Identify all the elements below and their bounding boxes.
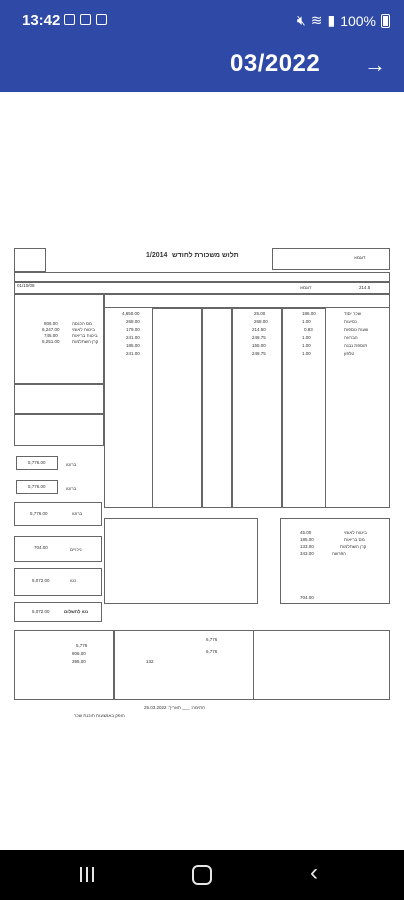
earning-label: טלפון xyxy=(344,351,355,356)
earning-rate: 214.50 xyxy=(252,327,266,332)
earning-amount: 4,650.00 xyxy=(122,311,140,316)
earning-rate: 25.00 xyxy=(254,311,266,316)
earning-amount: 185.00 xyxy=(126,343,140,348)
notification-icons xyxy=(64,14,107,25)
summary-label: ניכויים xyxy=(70,547,82,552)
earning-label: תוספת נבנה xyxy=(344,343,368,348)
back-icon[interactable]: ‹ xyxy=(310,859,318,886)
summary-box xyxy=(14,568,102,596)
earning-qty: 1.00 xyxy=(302,319,311,324)
net-pay-value: 5,072.00 xyxy=(32,609,50,614)
footer-line: חתימה: ___ תאריך: 25.03.2022 xyxy=(144,705,206,710)
cum-value: 806.00 xyxy=(72,651,86,656)
status-bar xyxy=(0,0,404,40)
app-bar xyxy=(0,40,404,92)
earning-label: הבראה xyxy=(344,335,358,340)
battery-icon xyxy=(381,14,390,28)
summary-value: 5,776.00 xyxy=(28,460,46,465)
info-row-2 xyxy=(14,282,390,294)
summary-box xyxy=(14,536,102,562)
left-value: 6,247.00 xyxy=(42,327,60,332)
cum-col xyxy=(14,630,114,700)
deductions-total: 704.00 xyxy=(300,595,314,600)
earning-amount: 241.00 xyxy=(126,351,140,356)
home-icon[interactable] xyxy=(192,865,212,885)
earning-qty: 186.00 xyxy=(302,311,316,316)
left-value: 806.00 xyxy=(44,321,58,326)
dept: דוגמא xyxy=(300,285,312,290)
cum-value: 6,776 xyxy=(206,637,218,642)
col xyxy=(152,308,202,508)
left-value: 5,251.00 xyxy=(42,339,60,344)
navigation-bar xyxy=(0,850,404,900)
deduction-value: 133.00 xyxy=(300,544,314,549)
earning-qty: 1.00 xyxy=(302,343,311,348)
deduction-label: קרן השתלמות xyxy=(340,544,367,549)
summary-label: ברוטו xyxy=(72,511,83,516)
lower-left-table xyxy=(104,518,258,604)
hours: 214.5 xyxy=(359,285,371,290)
deduction-label: הפרשה xyxy=(332,551,347,556)
system-icons xyxy=(297,12,390,29)
recent-apps-icon[interactable] xyxy=(80,867,94,882)
clock: 13:42 xyxy=(22,12,61,29)
earning-label: שכר יסוד xyxy=(344,311,361,316)
left-box xyxy=(14,414,104,446)
earning-amount: 179.00 xyxy=(126,327,140,332)
summary-value: 5,776.00 xyxy=(28,484,46,489)
left-label: מס הכנסה xyxy=(72,321,93,326)
deductions-table xyxy=(280,518,390,604)
period-title: 03/2022 xyxy=(230,50,321,77)
summary-value: 704.00 xyxy=(34,545,48,550)
mute-icon: 🔇︎ xyxy=(296,12,306,28)
net-pay-label: נטו לתשלום xyxy=(64,609,89,614)
net-pay-box xyxy=(14,602,102,622)
cum-col xyxy=(114,630,254,700)
header-box-left xyxy=(14,248,46,272)
earning-qty: 0.83 xyxy=(304,327,313,332)
battery-percent: 100% xyxy=(340,12,376,29)
payslip-heading: תלוש משכורת לחודש xyxy=(172,252,239,259)
earning-rate: 155.00 xyxy=(252,343,266,348)
deduction-label: ביטוח לאומי xyxy=(344,530,367,535)
earning-qty: 1.00 xyxy=(302,335,311,340)
deduction-value: 45.00 xyxy=(300,530,312,535)
summary-label: ברוטו xyxy=(66,462,77,467)
signal-icon: ▮ xyxy=(327,12,336,28)
deduction-value: 343.00 xyxy=(300,551,314,556)
summary-label: נטו xyxy=(70,578,76,583)
youtube-notification-icon xyxy=(80,14,91,25)
cum-value: 395.00 xyxy=(72,659,86,664)
summary-label: ברוטו xyxy=(66,486,77,491)
left-label: ביטוח לאומי xyxy=(72,327,95,332)
cum-value: 6,776 xyxy=(206,649,218,654)
earning-rate: 248.75 xyxy=(252,335,266,340)
earning-amount: 268.00 xyxy=(126,319,140,324)
earning-rate: 248.75 xyxy=(252,351,266,356)
gallery-notification-icon xyxy=(64,14,75,25)
date-worked: 01/10/08 xyxy=(17,283,35,288)
payslip-period: 1/2014 xyxy=(146,252,168,259)
summary-value: 5,072.00 xyxy=(32,578,50,583)
earnings-header xyxy=(104,294,390,308)
deduction-value: 185.00 xyxy=(300,537,314,542)
next-arrow-icon[interactable]: → xyxy=(364,52,386,77)
cum-value: 5,776 xyxy=(76,643,88,648)
earning-rate: 268.00 xyxy=(254,319,268,324)
left-value: 745.00 xyxy=(44,333,58,338)
info-row xyxy=(14,272,390,282)
earning-qty: 1.00 xyxy=(302,351,311,356)
deduction-label: מס בריאות xyxy=(344,537,365,542)
earning-label: נסיעות xyxy=(344,319,357,324)
header-box-right xyxy=(272,248,390,270)
left-label: ביטוח בריאות xyxy=(72,333,98,338)
employer-name: דוגמא xyxy=(354,255,366,260)
cum-value: 132 xyxy=(146,659,154,664)
earning-amount: 241.00 xyxy=(126,335,140,340)
footer-line: הופק באמצעות תוכנת שכר xyxy=(74,713,125,718)
left-label: קרן השתלמות xyxy=(72,339,99,344)
summary-box xyxy=(14,502,102,526)
checklist-notification-icon xyxy=(96,14,107,25)
wifi-icon: ≋ xyxy=(310,12,323,28)
left-box xyxy=(14,384,104,414)
payslip-document[interactable] xyxy=(14,246,390,718)
summary-value: 5,776.00 xyxy=(30,511,48,516)
col xyxy=(202,308,232,508)
earning-label: שעות נוספות xyxy=(344,327,369,332)
